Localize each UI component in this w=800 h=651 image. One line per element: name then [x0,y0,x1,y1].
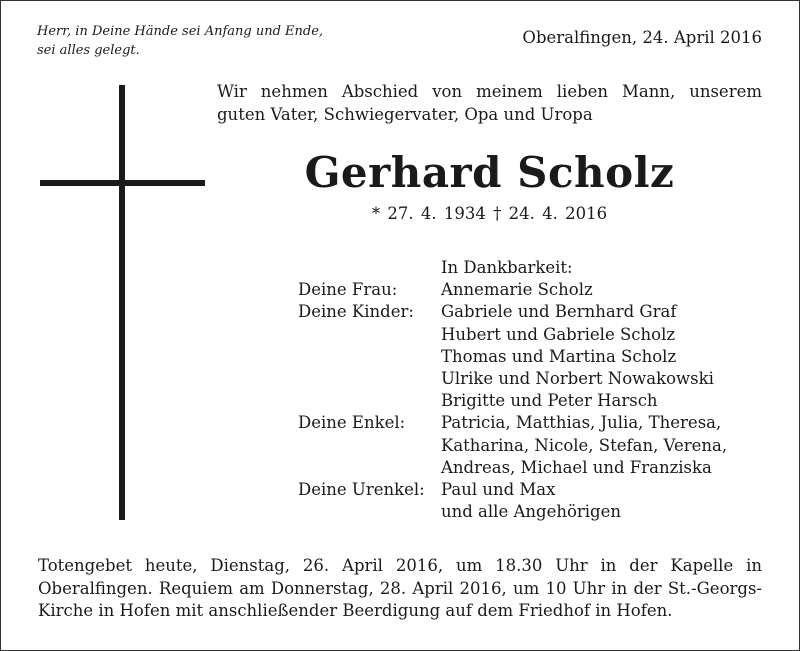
family-list [298,257,727,523]
family-group [298,279,727,301]
intro-line: guten Vater, Schwiegervater, Opa und Uropa [217,105,593,124]
family-name: und alle Angehörigen [441,502,622,522]
relation-label: Deine Enkel: [298,413,406,433]
relation-label: Deine Kinder: [298,302,414,322]
family-group [298,412,727,479]
family-name: Andreas, Michael und Franziska [441,457,712,477]
family-name: Hubert und Gabriele Scholz [441,324,676,344]
family-name: Brigitte und Peter Harsch [441,391,658,411]
cross-icon-bar [40,180,205,186]
gratitude-line: In Dankbarkeit: [441,258,573,277]
life-dates: * 27. 4. 1934 † 24. 4. 2016 [371,204,608,223]
motto-line: sei alles gelegt. [37,43,140,58]
relation-label: Deine Frau: [298,280,398,300]
family-name: Thomas und Martina Scholz [441,346,677,366]
service-line: Oberalfingen. Requiem am Donnerstag, 28. April 2016, um 10 Uhr in der St.-Georgs- [38,578,762,598]
service-line: Totengebet heute, Dienstag, 26. April 2016, um 18.30 Uhr in der Kapelle in [38,556,762,575]
family-name: Paul und Max [441,480,556,500]
family-name: Katharina, Nicole, Stefan, Verena, [441,435,728,455]
family-group [298,301,727,412]
cross-icon [119,85,125,520]
family-group [298,479,727,523]
family-name: Ulrike und Norbert Nowakowski [441,369,714,389]
family-name: Annemarie Scholz [441,280,593,300]
service-details [38,555,762,623]
motto-line: Herr, in Deine Hände sei Anfang und Ende, [37,24,324,39]
place-date: Oberalfingen, 24. April 2016 [522,28,762,47]
gratitude-row [298,257,727,279]
family-name: Patricia, Matthias, Julia, Theresa, [441,413,722,433]
intro-line: Wir nehmen Abschied von meinem lieben Mann, unserem [217,82,762,101]
service-line: Kirche in Hofen mit anschließender Beerdigung auf dem Friedhof in Hofen. [38,601,673,620]
deceased-name: Gerhard Scholz [304,148,675,197]
family-name: Gabriele und Bernhard Graf [441,302,677,322]
motto [37,22,377,60]
intro-text [217,80,762,126]
relation-label: Deine Urenkel: [298,480,425,500]
